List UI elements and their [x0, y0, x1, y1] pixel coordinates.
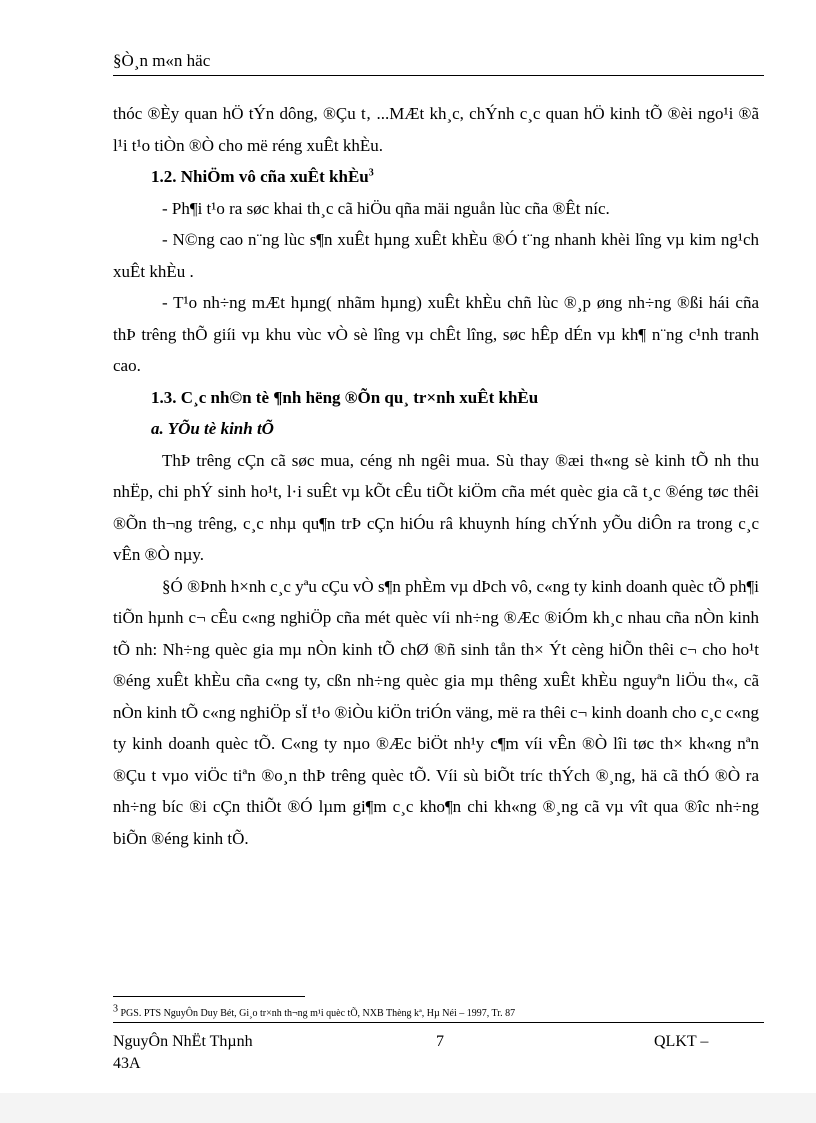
page-header-title: §Ò¸n m«n häc: [113, 51, 211, 70]
paragraph-economic-2: §Ó ®Þnh h×nh c¸c yªu cÇu vÒ s¶n phÈm vµ dÞch vô, c«ng ty kinh doanh quèc tÕ ph¶i tiÕn hµnh c¬ cÊu c«ng nghiÖp cña mét quèc víi nh÷ng ®Æc ®iÓm kh¸c nhau cña nÒn kinh tÕ nh: Nh÷ng quèc gia mµ nÒn kinh tÕ chØ ®ñ sinh tån th× Ýt cèng hiÕn thêi c¬ cho ho¹t ®éng xuÊt khÈu cña c«ng ty, cßn nh÷ng quèc gia mµ thêng xuÊt khÈu nguyªn liÖu th«, cã nÒn kinh tÕ c«ng nghiÖp sÏ t¹o ®iÒu kiÖn triÓn väng, më ra thêi c¬ kinh doanh cho c¸c c«ng ty kinh doanh quèc tÕ. C«ng ty nµo ®Æc biÖt nh¹y c¶m víi vÊn ®Ò lîi tøc th× kh«ng nªn ®Çu t vµo viÖc tiªn ®o¸n thÞ trêng quèc tÕ. Víi sù biÕt tríc thÝch ®¸ng, hä cã thÓ ®Ò ra nh÷ng bíc ®i cÇn thiÕt ®Ó lµm gi¶m c¸c kho¶n chi kh«ng ®¸ng cã vµ vît qua ®îc nh÷ng biÕn ®éng kinh tÕ.: [113, 576, 759, 848]
footer-author-block: [113, 1031, 283, 1075]
bullet-1: - Ph¶i t¹o ra søc khai th¸c cã hiÖu qña mäi nguån lùc cña ®Êt níc.: [162, 198, 610, 218]
footnote-marker: 3: [113, 1003, 118, 1015]
section-heading-1-2: [113, 161, 759, 193]
subsection-heading-a: a. YÕu tè kinh tÕ: [151, 419, 274, 438]
footnote-reference: 3: [368, 167, 374, 179]
footnote-text: PGS. PTS NguyÔn Duy Bét, Gi¸o tr×nh th¬ng m¹i quèc tÕ, NXB Thèng kª, Hµ Néi – 1997, Tr. 87: [120, 1008, 516, 1019]
section-heading-1-3: 1.3. C¸c nh©n tè ¶nh hëng ®Õn qu¸ tr×nh xuÊt khÈu: [151, 387, 539, 407]
page-bottom-band: [0, 1093, 816, 1123]
footer-department: QLKT –: [654, 1033, 709, 1050]
footer-rule: [113, 1022, 764, 1023]
bullet-2: - N©ng cao n¨ng lùc s¶n xuÊt hµng xuÊt khÈu ®Ó t¨ng nhanh khèi lîng vµ kim ng¹ch xuÊt khÈu .: [113, 230, 759, 281]
header-rule: [113, 75, 764, 76]
document-body: [113, 98, 759, 854]
page-number: 7: [436, 1033, 444, 1050]
footnote: [113, 1003, 516, 1020]
paragraph-economic-1: ThÞ trêng cÇn cã søc mua, céng nh ngêi mua. Sù thay ®æi th«ng sè kinh tÕ nh thu nhËp, chi phÝ sinh ho¹t, l·i suÊt vµ kÕt cÊu tiÕt kiÖm cña mét quèc gia cã t¸c ®éng tøc thêi ®Õn th¬ng trêng, c¸c nhµ qu¶n trÞ cÇn hiÓu râ khuynh híng chÝnh yÕu diÔn ra trong c¸c vÊn ®Ò nµy.: [113, 450, 759, 564]
footnote-rule: [113, 996, 305, 997]
bullet-3: - T¹o nh÷ng mÆt hµng( nhãm hµng) xuÊt khÈu chñ lùc ®¸p øng nh÷ng ®ßi hái cña thÞ trêng thÕ giíi vµ khu vùc vÒ sè lîng vµ chÊt lîng, søc hÊp dÉn vµ kh¶ n¨ng c¹nh tranh cao.: [113, 293, 759, 375]
footer-author: NguyÔn NhËt Thµnh: [113, 1033, 253, 1050]
paragraph-continuation: thóc ®Èy quan hÖ tÝn dông, ®Çu t‚ ...MÆt kh¸c, chÝnh c¸c quan hÖ kinh tÕ ®èi ngo¹i ®ã l¹i t¹o tiÒn ®Ò cho më réng xuÊt khÈu.: [113, 104, 759, 155]
footer-class: 43A: [113, 1055, 141, 1072]
heading-text: 1.2. NhiÖm vô cña xuÊt khÈu: [151, 167, 369, 186]
